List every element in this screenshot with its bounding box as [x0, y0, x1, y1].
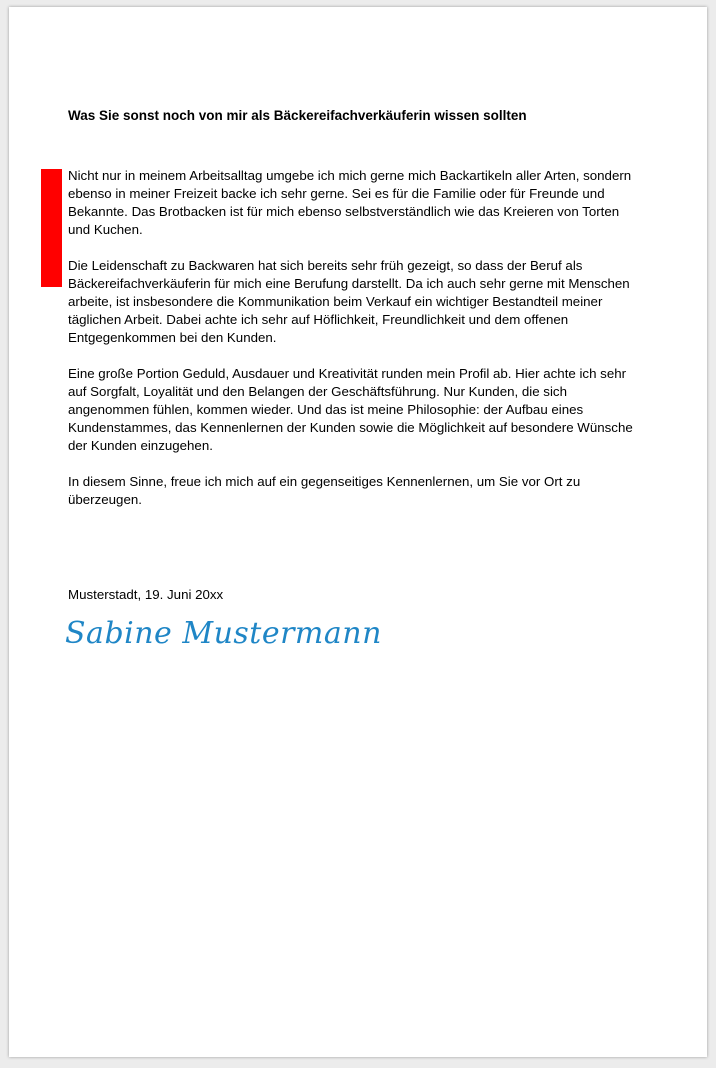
letter-heading: Was Sie sonst noch von mir als Bäckereifachverkäuferin wissen sollten	[68, 108, 527, 123]
paragraph-4: In diesem Sinne, freue ich mich auf ein gegenseitiges Kennenlernen, um Sie vor Ort zu überzeugen.	[68, 474, 581, 507]
place-date: Musterstadt, 19. Juni 20xx	[68, 587, 224, 602]
letter-body	[68, 167, 643, 527]
paragraph-2: Die Leidenschaft zu Backwaren hat sich bereits sehr früh gezeigt, so dass der Beruf als Bäckereifachverkäuferin für mich eine Berufung darstellt. Da ich auch sehr gerne mit Menschen arbeite, ist insbesondere die Kommunikation beim Verkauf ein wichtiger Bestandteil meiner täglichen Arbeit. Dabei achte ich sehr auf Höflichkeit, Freundlichkeit und dem offenen Entgegenkommen bei den Kunden.	[68, 258, 630, 345]
accent-bar	[41, 169, 62, 287]
paragraph-3: Eine große Portion Geduld, Ausdauer und Kreativität runden mein Profil ab. Hier achte ich sehr auf Sorgfalt, Loyalität und den Belangen der Geschäftsführung. Nur Kunden, die sich angenommen fühlen, kommen wieder. Und das ist meine Philosophie: der Aufbau eines Kundenstammes, das Kennenlernen der Kunden sowie die Möglichkeit auf besondere Wünsche der Kunden einzugehen.	[68, 366, 633, 453]
handwritten-signature: Sabine Mustermann	[65, 616, 382, 651]
document-page	[9, 7, 707, 1057]
paragraph-1: Nicht nur in meinem Arbeitsalltag umgebe ich mich gerne mich Backartikeln aller Arten, sondern ebenso in meiner Freizeit backe ich sehr gerne. Sei es für die Familie oder für Freunde und Bekannte. Das Brotbacken ist für mich ebenso selbstverständlich wie das Kreieren von Torten und Kuchen.	[68, 168, 632, 237]
